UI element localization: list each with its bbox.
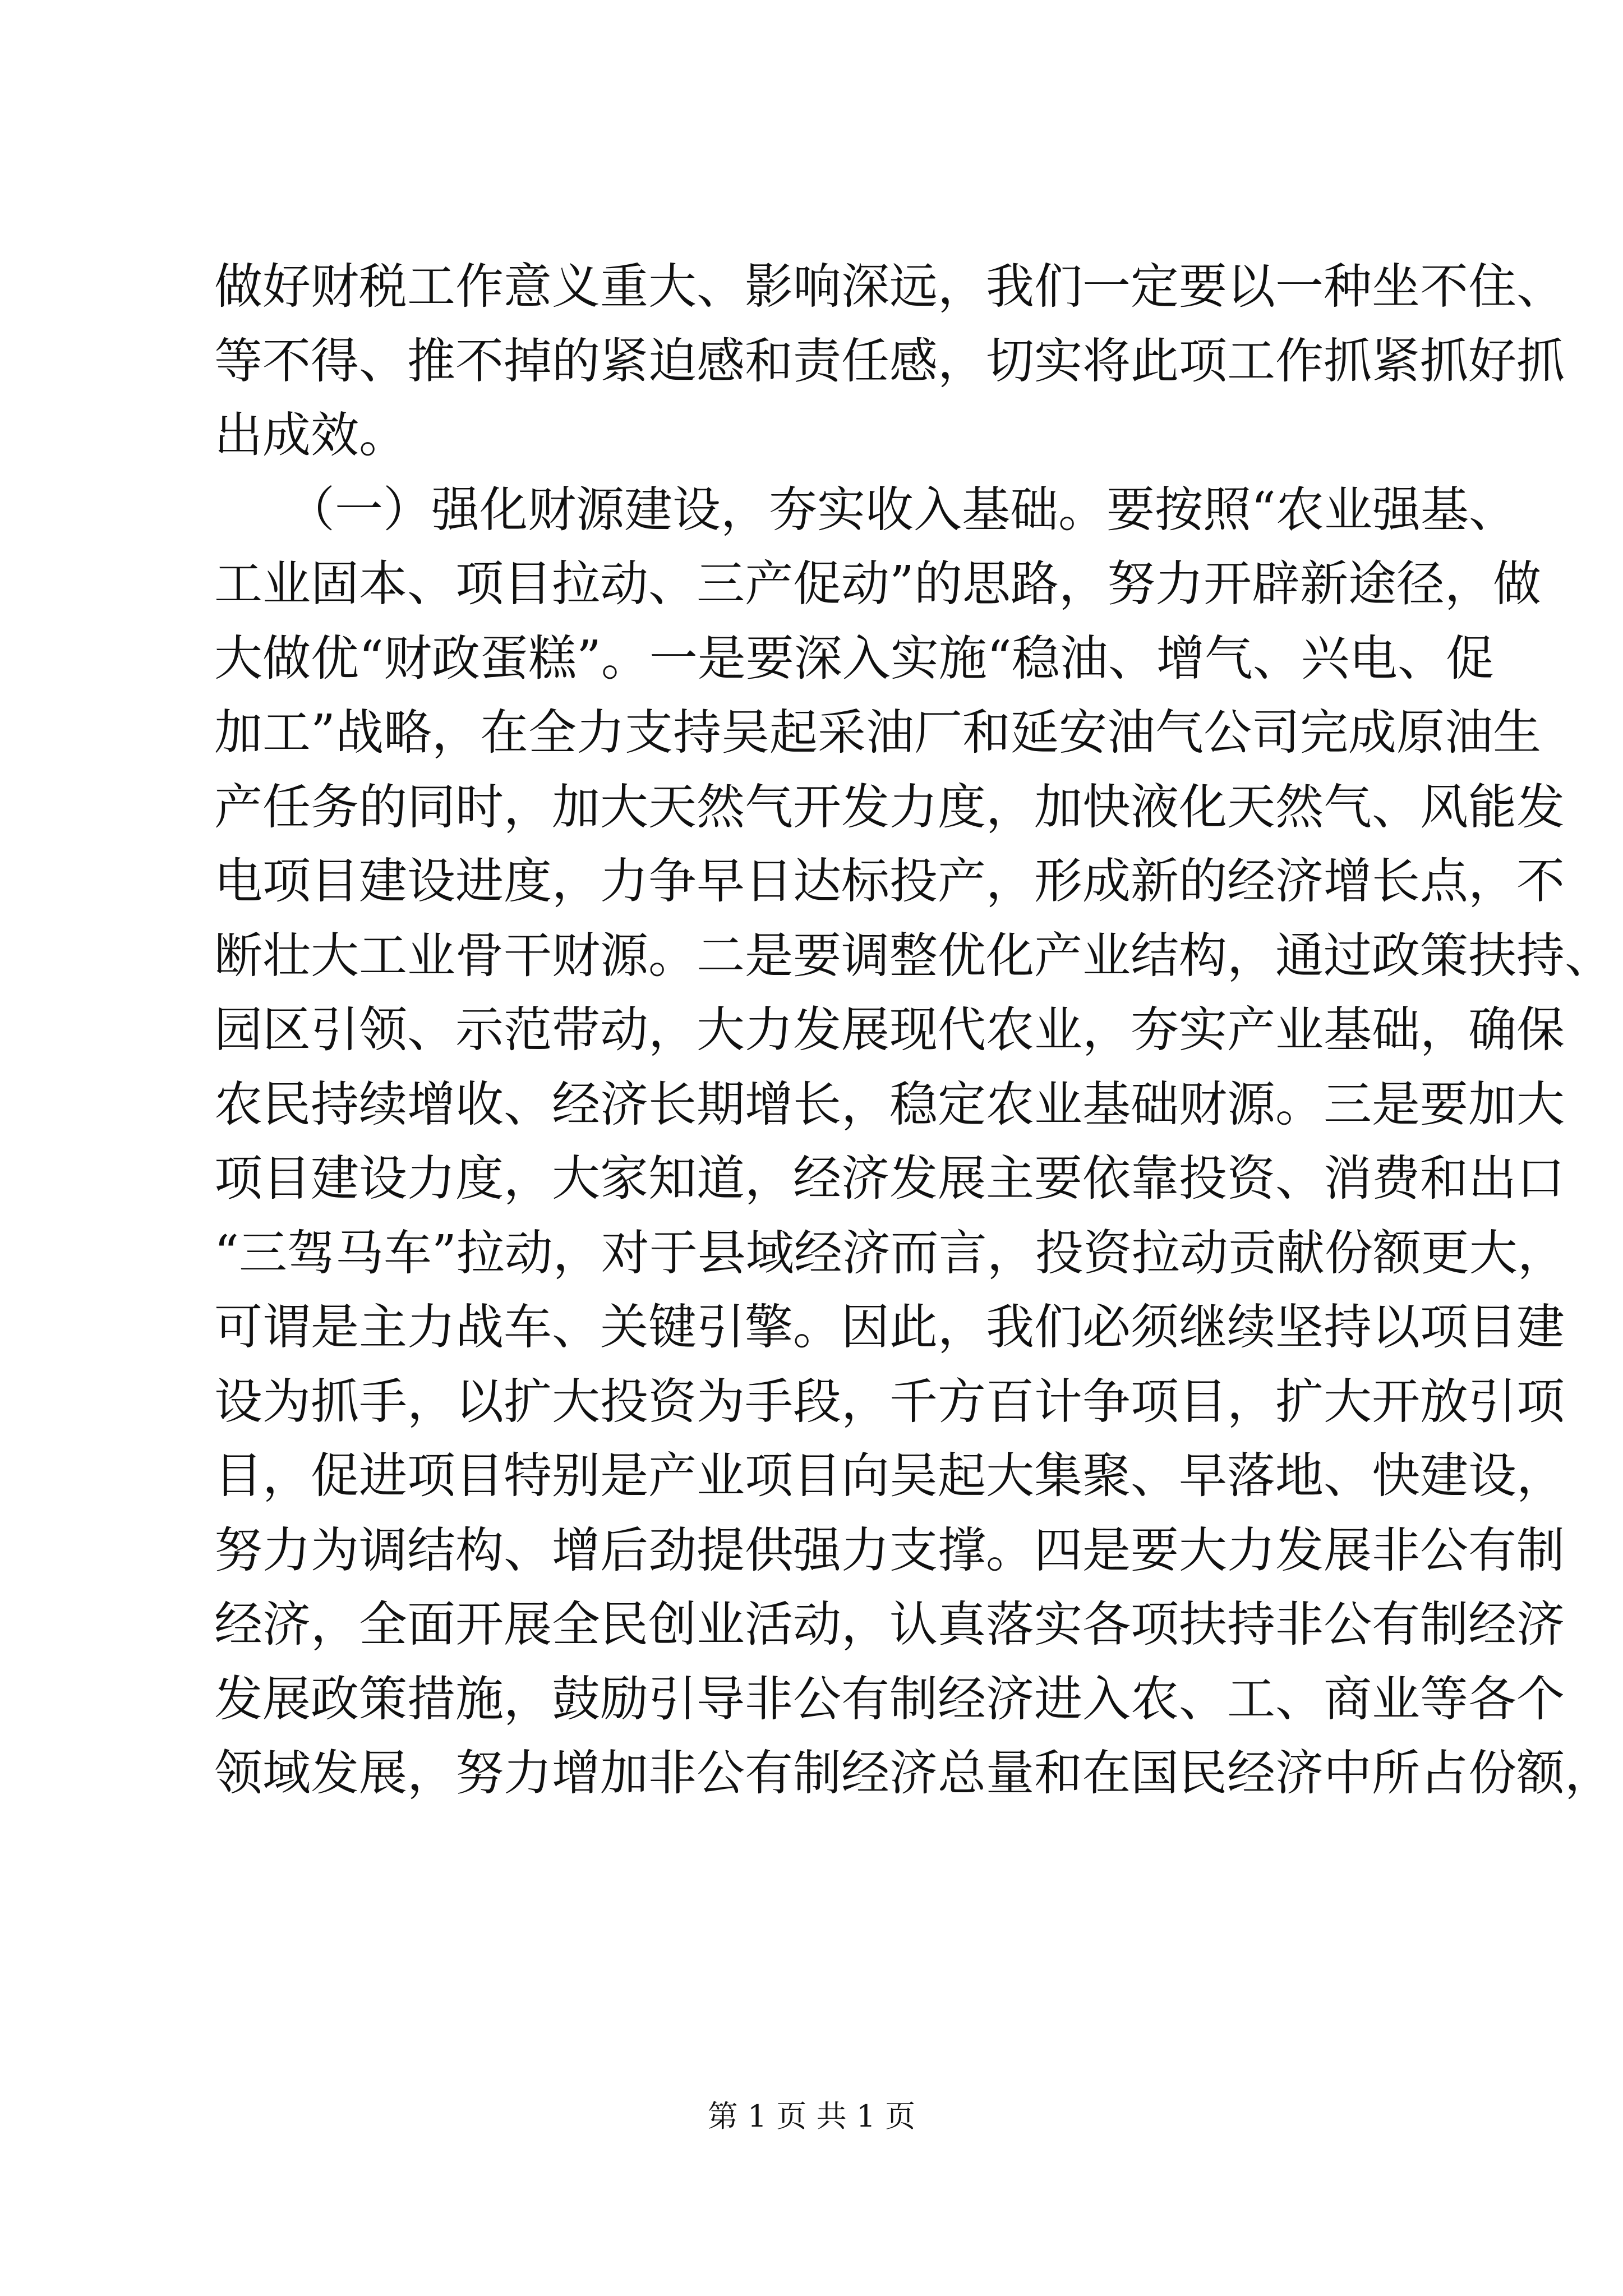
paragraph-1	[214, 250, 1565, 473]
text-line: 电项目建设进度，力争早日达标投产，形成新的经济增长点，不	[214, 853, 1565, 909]
text-line: 设为抓手，以扩大投资为手段，千方百计争项目，扩大开放引项	[214, 1373, 1565, 1430]
text-line: 目，促进项目特别是产业项目向吴起大集聚、早落地、快建设，	[214, 1448, 1565, 1504]
text-line: 经济，全面开展全民创业活动，认真落实各项扶持非公有制经济	[214, 1596, 1565, 1653]
text-line: 产任务的同时，加大天然气开发力度，加快液化天然气、风能发	[214, 779, 1565, 835]
text-line: “三驾马车”拉动，对于县域经济而言，投资拉动贡献份额更大，	[214, 1225, 1566, 1281]
text-line: 出成效。	[214, 407, 407, 463]
text-line: 努力为调结构、增后劲提供强力支撑。四是要大力发展非公有制	[214, 1522, 1565, 1579]
text-line: 领域发展，努力增加非公有制经济总量和在国民经济中所占份额，	[214, 1745, 1613, 1801]
text-line: 可谓是主力战车、关键引擎。因此，我们必须继续坚持以项目建	[214, 1299, 1565, 1355]
body-text	[214, 250, 1613, 1959]
text-line: 断壮大工业骨干财源。二是要调整优化产业结构，通过政策扶持、	[214, 927, 1613, 984]
text-line: 项目建设力度，大家知道，经济发展主要依靠投资、消费和出口	[214, 1151, 1565, 1207]
paragraph-2	[214, 473, 1613, 1959]
text-line: 做好财税工作意义重大、影响深远，我们一定要以一种坐不住、	[214, 259, 1565, 315]
text-line: 发展政策措施，鼓励引导非公有制经济进入农、工、商业等各个	[214, 1671, 1565, 1727]
page-footer	[0, 2092, 1623, 2136]
text-line: 农民持续增收、经济长期增长，稳定农业基础财源。三是要加大	[214, 1076, 1565, 1133]
text-line	[214, 1811, 1420, 1885]
text-line: （一）强化财源建设，夯实收入基础。要按照“农业强基、	[214, 481, 1517, 538]
page-number-label: 第 1 页 共 1 页	[707, 2099, 916, 2134]
text-line: 园区引领、示范带动，大力发展现代农业，夯实产业基础，确保	[214, 1002, 1565, 1058]
text-line: 工业固本、项目拉动、三产促动”的思路，努力开辟新途径，做	[214, 556, 1541, 612]
text-line: 大做优“财政蛋糕”。一是要深入实施“稳油、增气、兴电、促	[214, 630, 1494, 687]
text-line: 加工”战略，在全力支持吴起采油厂和延安油气公司完成原油生	[214, 705, 1541, 761]
text-line	[214, 1885, 1420, 1959]
text-line: 等不得、推不掉的紧迫感和责任感，切实将此项工作抓紧抓好抓	[214, 333, 1565, 389]
